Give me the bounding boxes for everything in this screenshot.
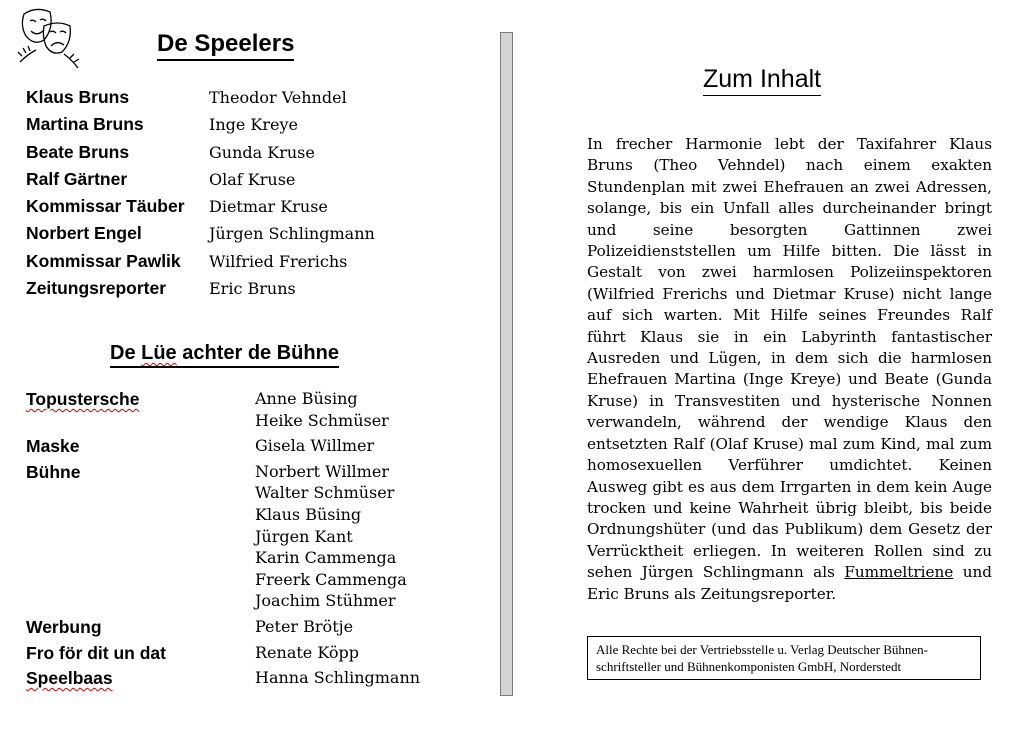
cast-row: [26, 86, 486, 113]
crew-row: [26, 667, 486, 689]
crew-row: [26, 642, 486, 664]
crew-heading-post: achter de Bühne: [176, 342, 339, 364]
crew-list: [26, 388, 486, 693]
synopsis-text-main: In frecher Harmonie lebt der Taxifahrer Klaus Bruns (Theo Vehndel) nach einem exakten Stundenplan mit zwei Ehefrauen an zwei Adressen, solange, bis ein Unfall alles durcheinander bringt und seine besorgten Gattinnen zwei Polizeidienststellen um Hilfe bitten. Die lässt in Gestalt von zwei harmlosen Polizeiinspektoren (Wilfried Frerichs und Dietmar Kruse) nicht lange auf sich warten. Mit Hilfe seines Freundes Ralf führt Klaus sie in ein Labyrinth fantastischer Ausreden und Lügen, in dem sich die harmlosen Ehefrauen Martina (Inge Kreye) und Beate (Gunda Kruse) in Transvestiten und hysterische Nonnen verwandeln, während der wendige Klaus den entsetzten Ralf (Olaf Kruse) mal zum Kind, mal zum homosexuellen Verführer umdichtet. Keinen Ausweg gibt es aus dem Irrgarten in dem kein Auge trocken und keine Wahrheit übrig bleibt, bis beide Ordnungshüter (und das Publikum) dem Gesetz der Verrücktheit erliegen. In weiteren Rollen sind zu sehen Jürgen Schlingmann als: [587, 135, 992, 582]
cast-actor: Gunda Kruse: [209, 142, 315, 162]
left-page: [0, 0, 490, 739]
crew-role: Werbung: [26, 616, 102, 637]
cast-row: [26, 141, 486, 168]
cast-row: [26, 222, 486, 249]
crew-name: Heike Schmüser: [255, 410, 389, 430]
cast-actor: Theodor Vehndel: [209, 88, 347, 107]
cast-actor: Dietmar Kruse: [209, 197, 328, 217]
cast-row: [26, 250, 486, 277]
cast-row: [26, 168, 486, 195]
synopsis-text: [587, 134, 992, 605]
crew-name: Klaus Büsing: [255, 504, 362, 524]
rights-notice-box: Alle Rechte bei der Vertriebsstelle u. Verlag Deutscher Bühnen-schriftsteller und Bühnenkomponisten GmbH, Norderstedt: [587, 636, 981, 680]
crew-name: Peter Brötje: [255, 616, 354, 636]
crew-role: Topustersche: [26, 389, 140, 409]
crew-name: Joachim Stühmer: [255, 591, 396, 611]
crew-heading-marked-word: Lüe: [141, 342, 177, 364]
cast-row: [26, 113, 486, 140]
crew-role: Fro för dit un dat: [26, 642, 166, 663]
crew-name: Norbert Willmer: [255, 461, 389, 481]
crew-row: [26, 616, 486, 638]
crew-name: Hanna Schlingmann: [255, 668, 421, 688]
crew-heading-pre: De: [110, 342, 142, 364]
crew-name: Walter Schmüser: [255, 483, 395, 503]
crew-role: Speelbaas: [26, 668, 113, 689]
cast-heading: De Speelers: [157, 30, 294, 61]
synopsis-underlined-word: Fummeltriene: [844, 563, 954, 582]
synopsis-text-end: und Eric Bruns als Zeitungsreporter.: [587, 563, 992, 603]
crew-name: Anne Büsing: [255, 389, 358, 408]
crew-name: Jürgen Kant: [255, 526, 353, 546]
cast-actor: Eric Bruns: [209, 279, 296, 299]
cast-row: [26, 277, 486, 304]
crew-name: Renate Köpp: [255, 642, 359, 662]
crew-role: Maske: [26, 436, 80, 457]
cast-role: Klaus Bruns: [26, 87, 130, 107]
crew-heading: [110, 341, 339, 368]
cast-role: Kommissar Täuber: [26, 196, 185, 217]
cast-role: Ralf Gärtner: [26, 168, 128, 189]
theater-masks-icon: [14, 4, 84, 70]
crew-role: Bühne: [26, 461, 81, 482]
cast-role: Martina Bruns: [26, 114, 144, 135]
cast-role: Norbert Engel: [26, 223, 142, 244]
cast-row: [26, 195, 486, 222]
cast-actor: Jürgen Schlingmann: [209, 224, 375, 244]
crew-row: [26, 461, 486, 612]
crew-row: [26, 388, 486, 431]
cast-role: Kommissar Pawlik: [26, 250, 181, 271]
cast-actor: Wilfried Frerichs: [209, 251, 348, 271]
cast-role: Zeitungsreporter: [26, 278, 167, 299]
crew-name: Gisela Willmer: [255, 436, 375, 456]
page-divider: [500, 32, 513, 696]
cast-list: [26, 86, 486, 304]
crew-name: Freerk Cammenga: [255, 569, 407, 589]
crew-name: Karin Cammenga: [255, 548, 397, 568]
cast-actor: Olaf Kruse: [209, 169, 296, 189]
content-heading: Zum Inhalt: [703, 64, 821, 96]
cast-actor: Inge Kreye: [209, 115, 298, 135]
crew-row: [26, 435, 486, 457]
cast-role: Beate Bruns: [26, 141, 130, 162]
